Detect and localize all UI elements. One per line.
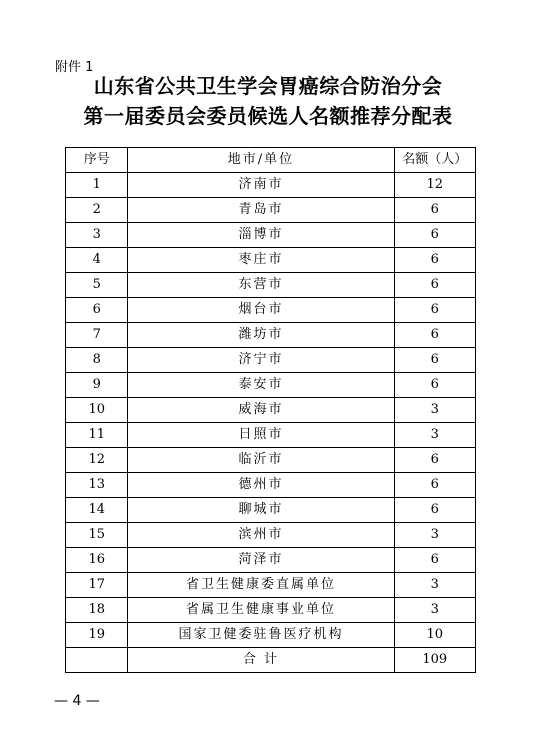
row-quota: 6: [394, 548, 476, 573]
row-quota: 3: [394, 573, 476, 598]
table-row: [66, 548, 476, 573]
table-row: [66, 198, 476, 223]
row-quota: 3: [394, 423, 476, 448]
row-unit: 日照市: [128, 423, 394, 448]
total-value: 109: [394, 648, 476, 673]
row-unit: 临沂市: [128, 448, 394, 473]
row-quota: 6: [394, 298, 476, 323]
table-row: [66, 248, 476, 273]
table-row: [66, 598, 476, 623]
row-unit: 济宁市: [128, 348, 394, 373]
table-row: [66, 373, 476, 398]
total-row: [66, 648, 476, 673]
row-unit: 济南市: [128, 173, 394, 198]
row-unit: 聊城市: [128, 498, 394, 523]
row-index: 8: [66, 348, 128, 373]
row-quota: 12: [394, 173, 476, 198]
table-row: [66, 398, 476, 423]
document-title-line-1: 山东省公共卫生学会胃癌综合防治分会: [93, 74, 443, 98]
row-unit: 威海市: [128, 398, 394, 423]
row-quota: 6: [394, 273, 476, 298]
row-quota: 3: [394, 523, 476, 548]
table-row: [66, 173, 476, 198]
table-body: [66, 173, 476, 648]
row-index: 7: [66, 323, 128, 348]
row-index: 18: [66, 598, 128, 623]
row-quota: 6: [394, 223, 476, 248]
header-quota: 名额（人）: [394, 148, 476, 173]
row-unit: 菏泽市: [128, 548, 394, 573]
row-unit: 德州市: [128, 473, 394, 498]
table-row: [66, 423, 476, 448]
page-number: — 4 —: [54, 693, 100, 709]
row-unit: 烟台市: [128, 298, 394, 323]
row-quota: 6: [394, 323, 476, 348]
row-quota: 6: [394, 248, 476, 273]
row-index: 15: [66, 523, 128, 548]
row-index: 19: [66, 623, 128, 648]
header-unit: 地市/单位: [128, 148, 394, 173]
row-unit: 泰安市: [128, 373, 394, 398]
row-index: 16: [66, 548, 128, 573]
table-row: [66, 223, 476, 248]
row-unit: 东营市: [128, 273, 394, 298]
row-quota: 3: [394, 598, 476, 623]
document-title-line-2: 第一届委员会委员候选人名额推荐分配表: [83, 104, 453, 128]
row-quota: 6: [394, 448, 476, 473]
row-unit: 国家卫健委驻鲁医疗机构: [128, 623, 394, 648]
table-row: [66, 498, 476, 523]
row-index: 12: [66, 448, 128, 473]
row-quota: 3: [394, 398, 476, 423]
row-unit: 淄博市: [128, 223, 394, 248]
row-quota: 6: [394, 198, 476, 223]
row-unit: 潍坊市: [128, 323, 394, 348]
table-row: [66, 348, 476, 373]
quota-table: [65, 147, 476, 673]
total-label: 合 计: [128, 648, 394, 673]
table-row: [66, 448, 476, 473]
row-quota: 6: [394, 373, 476, 398]
table-row: [66, 298, 476, 323]
table-row: [66, 523, 476, 548]
table-row: [66, 623, 476, 648]
table-row: [66, 473, 476, 498]
header-index: 序号: [66, 148, 128, 173]
row-quota: 10: [394, 623, 476, 648]
row-unit: 枣庄市: [128, 248, 394, 273]
row-index: 13: [66, 473, 128, 498]
row-index: 17: [66, 573, 128, 598]
attachment-label: 附件 1: [55, 60, 94, 75]
row-index: 4: [66, 248, 128, 273]
row-quota: 6: [394, 498, 476, 523]
row-index: 6: [66, 298, 128, 323]
row-unit: 青岛市: [128, 198, 394, 223]
row-index: 11: [66, 423, 128, 448]
row-quota: 6: [394, 473, 476, 498]
table-row: [66, 273, 476, 298]
table-header-row: [66, 148, 476, 173]
row-index: 1: [66, 173, 128, 198]
row-index: 10: [66, 398, 128, 423]
table-row: [66, 323, 476, 348]
row-index: 3: [66, 223, 128, 248]
row-index: 14: [66, 498, 128, 523]
total-index-cell: [66, 648, 128, 673]
row-quota: 6: [394, 348, 476, 373]
row-unit: 滨州市: [128, 523, 394, 548]
row-index: 2: [66, 198, 128, 223]
row-index: 5: [66, 273, 128, 298]
table-row: [66, 573, 476, 598]
row-index: 9: [66, 373, 128, 398]
row-unit: 省属卫生健康事业单位: [128, 598, 394, 623]
row-unit: 省卫生健康委直属单位: [128, 573, 394, 598]
